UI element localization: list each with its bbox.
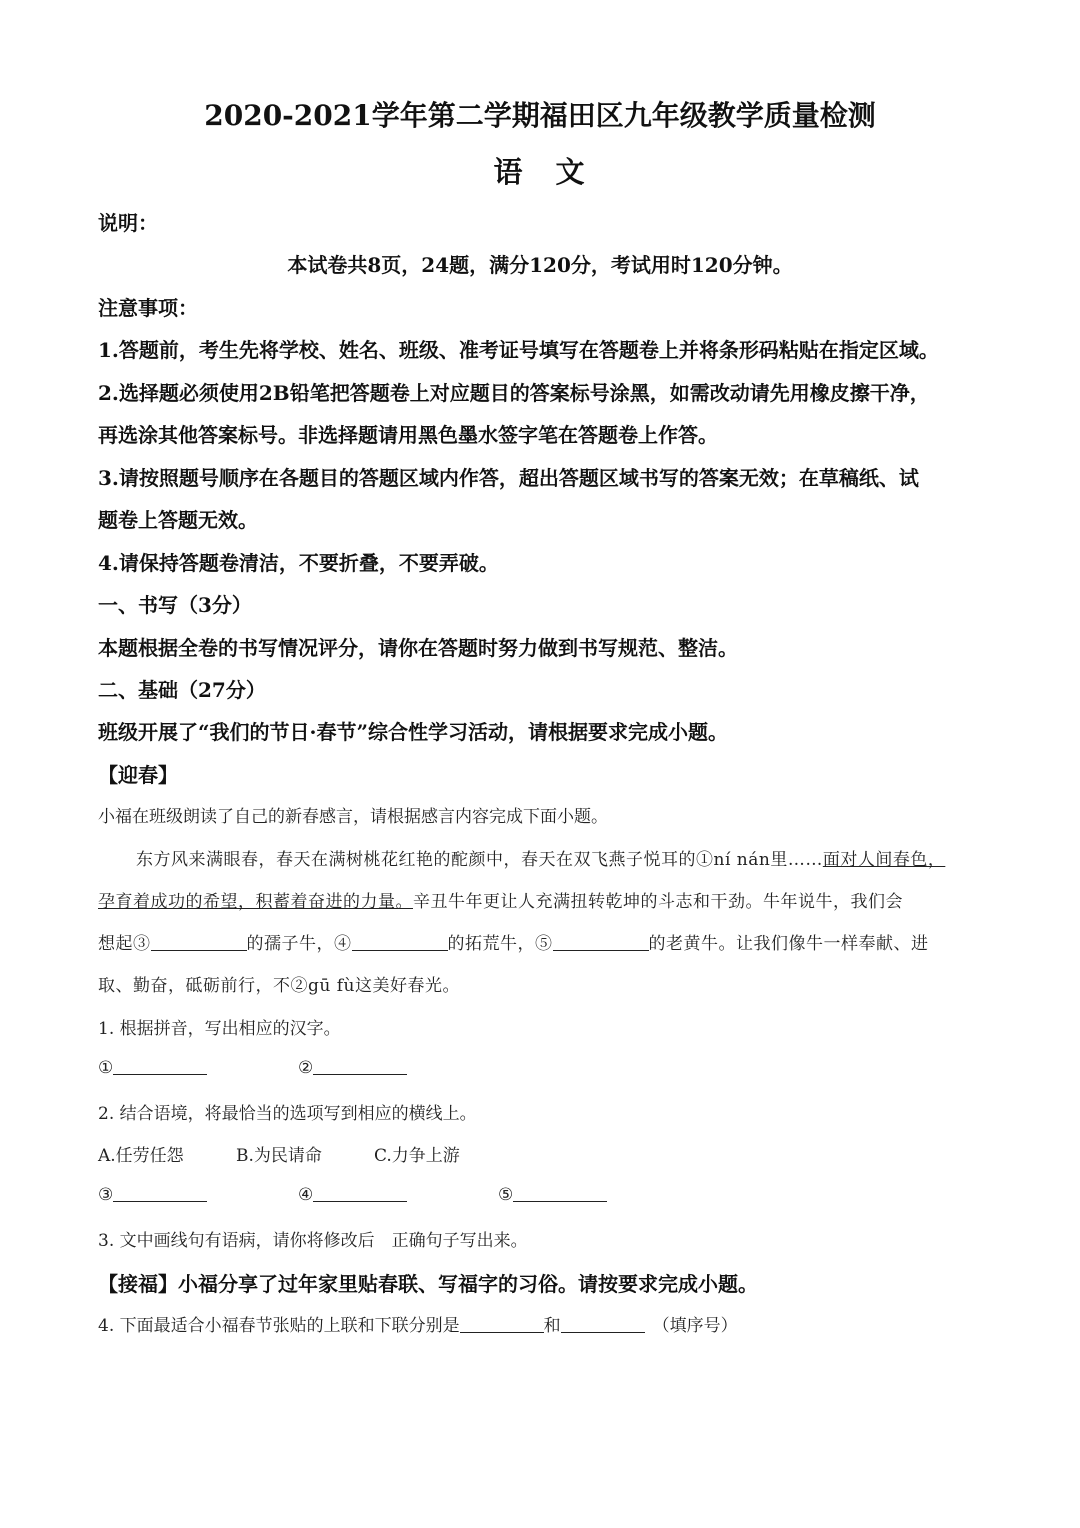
question-2: 2. 结合语境，将最恰当的选项写到相应的横线上。 [98,1104,477,1124]
question-4-hint: （填序号） [652,1316,738,1336]
passage-line-1 [136,845,945,870]
answer-blank[interactable] [553,932,649,951]
answer-blank[interactable] [460,1314,544,1333]
notice-item: 再选涂其他答案标号。非选择题请用黑色墨水签字笔在答题卷上作答。 [98,423,718,447]
subject-title: 语 文 [493,155,587,189]
section1-heading: 一、书写（3分） [98,593,252,617]
notice-item: 题卷上答题无效。 [98,508,258,532]
exam-title: 2020-2021学年第二学期福田区九年级教学质量检测 [204,99,876,132]
q2-options-row [98,1141,460,1166]
notice-item: 3.请按照题号顺序在各题目的答题区域内作答，超出答题区域书写的答案无效；在草稿纸、试 [98,466,919,490]
blank-number: ⑤ [498,1185,514,1205]
blank-number: ① [98,1058,114,1078]
passage-line-4: 取、勤奋，砥砺前行，不②gū fù这美好春光。 [98,976,460,996]
passage-text: 东方风来满眼春，春天在满树桃花红艳的酡颜中，春天在双飞燕子悦耳的①ní nán里…… [136,850,823,870]
answer-blank[interactable] [313,1183,407,1202]
subsection-label-jiefu: 【接福】 [98,1272,178,1296]
subsection-jiefu [98,1268,758,1297]
notice-label: 注意事项： [98,296,198,320]
question-4-text: 4. 下面最适合小福春节张贴的上联和下联分别是 [98,1316,460,1336]
section1-text: 本题根据全卷的书写情况评分，请你在答题时努力做到书写规范、整洁。 [98,636,738,660]
passage-text: 的拓荒牛，⑤ [447,934,553,954]
passage-text: 的老黄牛。让我们像牛一样奉献、进 [648,934,929,954]
section2-intro: 班级开展了“我们的节日·春节”综合性学习活动，请根据要求完成小题。 [98,720,728,744]
option-b: B.为民请命 [236,1146,322,1166]
underlined-sentence: 面对人间春色， [822,850,946,870]
question-1: 1. 根据拼音，写出相应的汉字。 [98,1019,341,1039]
subsection-intro: 小福在班级朗读了自己的新春感言，请根据感言内容完成下面小题。 [98,807,608,827]
blank-number: ② [298,1058,314,1078]
answer-blank[interactable] [151,932,247,951]
option-c: C.力争上游 [374,1146,460,1166]
subsection-label-yingchun: 【迎春】 [98,763,178,787]
answer-blank[interactable] [113,1056,207,1075]
answer-blank[interactable] [113,1183,207,1202]
question-4 [98,1311,738,1336]
answer-blank[interactable] [513,1183,607,1202]
question-4-text: 和 [543,1316,561,1336]
answer-blank[interactable] [313,1056,407,1075]
passage-text: 辛丑牛年更让人充满扭转乾坤的斗志和干劲。牛年说牛，我们会 [413,892,903,912]
notice-item: 1.答题前，考生先将学校、姓名、班级、准考证号填写在答题卷上并将条形码粘贴在指定区域。 [98,338,939,362]
passage-line-2 [98,887,903,912]
passage-line-3 [98,929,929,954]
answer-blank[interactable] [561,1314,645,1333]
q1-answer-row [98,1056,407,1078]
question-3: 3. 文中画线句有语病，请你将修改后 正确句子写出来。 [98,1231,528,1251]
blank-number: ④ [298,1185,314,1205]
notice-item: 4.请保持答题卷清洁，不要折叠，不要弄破。 [98,551,499,575]
underlined-sentence: 孕育着成功的希望，积蓄着奋进的力量。 [98,892,413,912]
q2-answer-row [98,1183,607,1205]
notice-item: 2.选择题必须使用2B铅笔把答题卷上对应题目的答案标号涂黑，如需改动请先用橡皮擦干净， [98,381,930,405]
passage-text: 的孺子牛，④ [246,934,352,954]
section2-heading: 二、基础（27分） [98,678,266,702]
exam-summary: 本试卷共8页，24题，满分120分，考试用时120分钟。 [287,253,793,277]
instructions-label: 说明： [98,211,158,235]
blank-number: ③ [98,1185,114,1205]
subsection-jiefu-text: 小福分享了过年家里贴春联、写福字的习俗。请按要求完成小题。 [178,1272,758,1296]
answer-blank[interactable] [352,932,448,951]
option-a: A.任劳任怨 [98,1146,184,1166]
passage-text: 想起③ [98,934,151,954]
